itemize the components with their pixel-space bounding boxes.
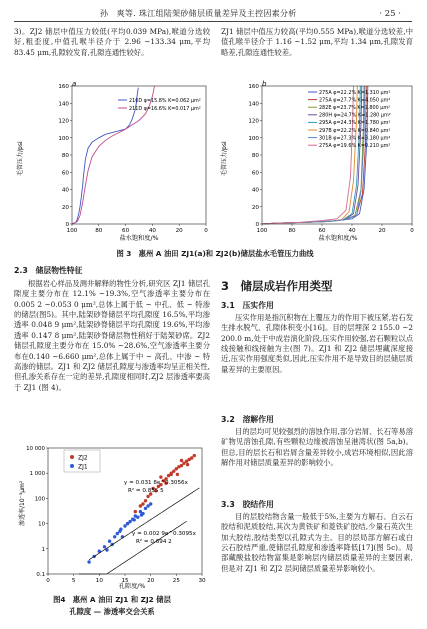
fig4-point-zj2	[159, 475, 162, 478]
fig4-yticks	[26, 446, 48, 578]
fig3b-legend-label-0: 275A φ=22.2% K=1.310 μm²	[319, 89, 391, 96]
fig3a-ytick-label: 100	[58, 135, 69, 142]
fig3a-legend	[118, 98, 201, 112]
fig4-r2: R² = 0.694 2	[136, 539, 172, 545]
fig4-xtick-label: 15	[121, 578, 129, 584]
fig3b-ytick-label: 120	[248, 118, 259, 125]
fig3a-ytick-label: 20	[61, 204, 69, 211]
fig4-point-zj1	[136, 516, 139, 519]
fig3b-ytick-label: 60	[251, 170, 259, 177]
fig3a-xtick-label: 60	[122, 228, 130, 234]
fig4-point-zj2	[141, 502, 144, 505]
fig3a-ytick-label: 140	[58, 101, 69, 108]
fig4-point-zj1	[108, 540, 111, 543]
section-3-3-paragraph	[221, 512, 413, 574]
fig3b-legend-label-2: 282E φ=23.7% K=1.800 μm²	[319, 105, 391, 111]
fig3a-xtick-label: 40	[148, 228, 156, 234]
fig3b-xtick-label: 80	[288, 228, 296, 234]
fig4-point-zj1	[113, 535, 116, 538]
fig3a-ytick-label: 120	[58, 118, 69, 125]
header-rule	[14, 21, 412, 22]
fig3a-ytick-label: 40	[61, 187, 69, 194]
fig3b-xticks	[257, 224, 415, 234]
running-title: 孙 爽等. 珠江组陆架砂储层质量差异及主控因素分析	[100, 9, 297, 18]
fig3a-xticks	[67, 224, 209, 234]
fig4-point-zj1	[123, 524, 126, 527]
fig4-xticks	[46, 574, 206, 584]
fig4-point-zj1	[140, 513, 143, 516]
fig4-fit-line-zj1	[79, 521, 187, 574]
section-3-2-heading: 3.2 溶解作用	[221, 415, 274, 424]
fig4-point-zj1	[103, 545, 106, 548]
fig3b-legend-label-3: 280H φ=24.7% K=1.280 μm²	[319, 112, 391, 119]
fig3b-ytick-label: 100	[248, 135, 259, 142]
fig3b-legend-label-5: 297B φ=22.2% K=0.840 μm²	[319, 127, 391, 134]
section-3-heading: 3 储层成岩作用类型	[221, 279, 333, 293]
section-3-1-heading: 3.1 压实作用	[221, 301, 274, 310]
fig3a-legend-label-1: 211D φ=16.6% K=0.017 μm²	[129, 105, 201, 112]
fig4-legend-marker-zj2	[70, 455, 74, 459]
fig3b-xtick-label: 40	[348, 228, 356, 234]
fig4-xtick-label: 10	[95, 578, 103, 584]
fig3a-xtick-label: 0	[204, 228, 208, 234]
fig4-point-zj2	[176, 473, 179, 476]
fig3b-ytick-label: 40	[251, 187, 259, 194]
section-2-3-paragraph	[14, 279, 210, 393]
fig4-legend	[64, 450, 100, 472]
fig3b-yticks	[248, 84, 262, 228]
fig3a-ytick-label: 60	[61, 170, 69, 177]
fig4-point-zj1	[87, 560, 90, 563]
capillary-chart-a	[14, 78, 214, 246]
top-left-text: 3)。ZJ2 储层中值压力较低(平均0.039 MPa),喉道分选较好,粗歪度,中值孔喉半径介于 2.96 ~133.34 μm,平均 83.45 μm,孔隙较发育,孔隙连通性较好。	[14, 27, 210, 57]
fig3b-legend-label-7: 275A φ=19.6% K=0.210 μm²	[319, 143, 391, 149]
fig4-point-zj1	[149, 502, 152, 505]
section-2-3-text: 根据岩心样品及测井解释的物性分析,研究区 ZJ1 储层孔隙度主要分布在 12.1% ~19.3%,空气渗透率主要分布在0.005 2 ~0.053 0 μm²,总体上属于低 ~ 中孔、低 ~ 特渗的储层(图5)。其中,陆架砂脊储层平均孔隙度 16.5%,平均渗透率 0.048 9 μm²,陆架砂脊储层平均孔隙度 19.6%,平均渗透率 0.147 8 μm²,陆架砂脊储层物性稍好于陆架砂席。ZJ2 储层孔隙度主要分布在 15.0% ~28.6%,空气渗透率主要分布在0.140 ~6.660 μm²,总体上属于中 ~ 高孔、中渗 ~ 特高渗的储层。ZJ1 和 ZJ2 储层孔隙度与渗透率均呈正相关性,但孔渗关系存在一定的差异,孔隙度相同时,ZJ2 层渗透率要高于 ZJ1 (图 4)。	[14, 279, 210, 392]
top-right-text: ZJ1 储层中值压力较高(平均0.555 MPa),喉道分选较差,中值孔喉半径介于 1.16 ~1.52 μm,平均 1.34 μm,孔隙发育略差,孔隙连通性较差。	[221, 27, 413, 57]
fig4-xlabel: 孔隙度/%	[118, 583, 146, 590]
fig4-xtick-label: 30	[198, 578, 206, 584]
figure-4-caption-line2: 孔隙度 — 渗透率交会关系	[69, 607, 155, 616]
fig4-ytick-label: 10 000	[26, 446, 45, 452]
fig4-ylabel: 渗透率/10⁻³μm²	[19, 480, 26, 526]
page-number: · 25 ·	[379, 9, 401, 19]
fig3b-xtick-label: 60	[318, 228, 326, 234]
fig4-point-zj2	[180, 464, 183, 467]
fig4-point-zj1	[133, 518, 136, 521]
fig3b-xlabel: 盐水饱和度/%	[318, 235, 358, 242]
fig3b-xtick-label: 100	[256, 228, 268, 234]
fig3b-xtick-label: 20	[378, 228, 386, 234]
fig4-point-zj2	[134, 510, 137, 513]
page-header	[0, 0, 427, 22]
fig4-ytick-label: 1 000	[29, 471, 45, 478]
section-3-2-text: 目的层均可见较强烈的溶蚀作用,部分岩屑、长石等易溶矿物见溶蚀孔隙,有些颗粒边缘被溶蚀呈港湾状(图 5a,b)。但总,目的层长石和岩屑含量差异较小,成岩环境相似,因此溶解作用对储层质量差异的影响较小。	[221, 427, 413, 468]
fig4-point-zj2	[144, 499, 147, 502]
fig4-point-zj1	[116, 532, 119, 535]
section-3-3-text: 目的层胶结物含量一般低于5%,主要为方解石、白云石胶结和泥质胶结,其次为黄铁矿和菱铁矿胶结,少量石英次生加大胶结,胶结类型以孔隙式为主。目的层局部方解石或白云石胶结严重,使储层孔隙度和渗透率降低[17](图 5c)。局部藏酸盐胶结物富集是影响层内储层质量差异的主要因素,但是对 ZJ1 和 ZJ2 层间储层质量差异影响较小。	[221, 512, 413, 573]
fig4-point-zj2	[193, 454, 196, 457]
fig4-ytick-label: 1	[41, 546, 45, 553]
fig4-r1: R² = 0.855 5	[128, 488, 164, 494]
fig4-legend-zj2: ZJ2	[78, 454, 88, 462]
fig3b-ytick-label: 0	[255, 222, 259, 228]
fig4-point-zj2	[170, 472, 173, 475]
section-3-1-text: 压实作用是指沉积物在上覆压力的作用下被压紧,岩石发生排水脱气、孔隙体积变小[16]。目的层埋深 2 155.0 ~2 200.0 m,处于中成岩演化阶段,压实作用较强,岩石颗粒以点线接触和线接触为主(图 7)。ZJ1 和 ZJ2 储层埋藏深度接近,压实作用强度类似,因此,压实作用不是导致目的层储层质量差异的主要原因。	[221, 313, 413, 374]
fig4-legend-zj1: ZJ1	[78, 463, 88, 471]
fig3a-ytick-label: 0	[65, 222, 69, 228]
fig3b-ytick-label: 20	[251, 204, 259, 211]
fig3a-ytick-label: 160	[58, 84, 69, 90]
fig4-point-zj1	[144, 507, 147, 510]
fig4-point-zj2	[190, 456, 193, 459]
figure-4-caption-line1: 图4 惠州 A 油田 ZJ1 和 ZJ2 储层	[53, 595, 171, 604]
fig3a-ylabel: 毛管压力/psi	[17, 141, 24, 176]
fig4-xtick-label: 0	[46, 578, 50, 584]
fig4-points	[87, 454, 196, 564]
capillary-chart-b	[218, 78, 418, 246]
fig4-eq1: y = 0.031 8e^0.3056x	[124, 480, 188, 486]
section-3-3-heading: 3.3 胶结作用	[221, 500, 274, 509]
fig3b-ytick-label: 140	[248, 101, 259, 108]
figure-3-caption: 图 3 惠州 A 油田 ZJ1(a)和 ZJ2(b)储层盐水毛管压力曲线	[116, 249, 314, 258]
fig3b-panel-label: b	[262, 80, 267, 88]
fig3a-xtick-label: 20	[175, 228, 183, 234]
fig4-point-zj1	[119, 528, 122, 531]
fig4-xtick-label: 20	[147, 578, 155, 584]
top-left-paragraph	[14, 27, 210, 58]
fig4-point-zj2	[180, 459, 183, 462]
fig3b-ytick-label: 160	[248, 84, 259, 90]
fig3b-xtick-label: 0	[410, 228, 414, 234]
fig4-point-zj2	[186, 463, 189, 466]
fig3b-ytick-label: 80	[251, 153, 259, 159]
fig4-point-zj2	[146, 495, 149, 498]
section-2-3-heading: 2.3 储层物性特征	[14, 266, 83, 275]
fig4-ytick-label: 100	[34, 496, 45, 503]
fig3a-ytick-label: 80	[61, 153, 69, 159]
fig4-legend-marker-zj1	[70, 464, 74, 468]
fig3b-legend-label-4: 295A φ=24.3% K=1.780 μm²	[319, 120, 391, 127]
top-right-paragraph	[221, 27, 413, 58]
fig4-eq2: y = 0.002 9e^0.3095x	[132, 531, 196, 537]
fig3a-xtick-label: 100	[66, 228, 78, 234]
fig4-point-zj1	[128, 520, 131, 523]
section-3-1-paragraph	[221, 313, 413, 375]
fig3b-legend	[308, 90, 391, 149]
section-3-2-paragraph	[221, 427, 413, 468]
fig3a-legend-label-0: 216D φ=15.8% K=0.062 μm²	[129, 97, 201, 104]
fig4-ytick-label: 10	[38, 521, 45, 528]
fig3a-panel-label: a	[72, 80, 77, 88]
fig4-xtick-label: 5	[71, 578, 76, 584]
porosity-permeability-chart	[14, 442, 210, 592]
fig3b-legend-label-1: 275A φ=27.7% K=4.050 μm²	[319, 97, 391, 104]
fig3b-ylabel: 毛管压力/psi	[221, 141, 228, 176]
fig4-xtick-label: 25	[172, 578, 180, 584]
fig3a-xtick-label: 80	[95, 228, 103, 234]
fig3a-xlabel: 盐水饱和度/%	[119, 235, 159, 242]
fig4-ytick-label: 0.1	[36, 572, 45, 578]
fig3a-yticks	[58, 84, 72, 228]
fig3b-legend-label-6: 301B φ=27.3% K=3.180 μm²	[319, 135, 391, 142]
